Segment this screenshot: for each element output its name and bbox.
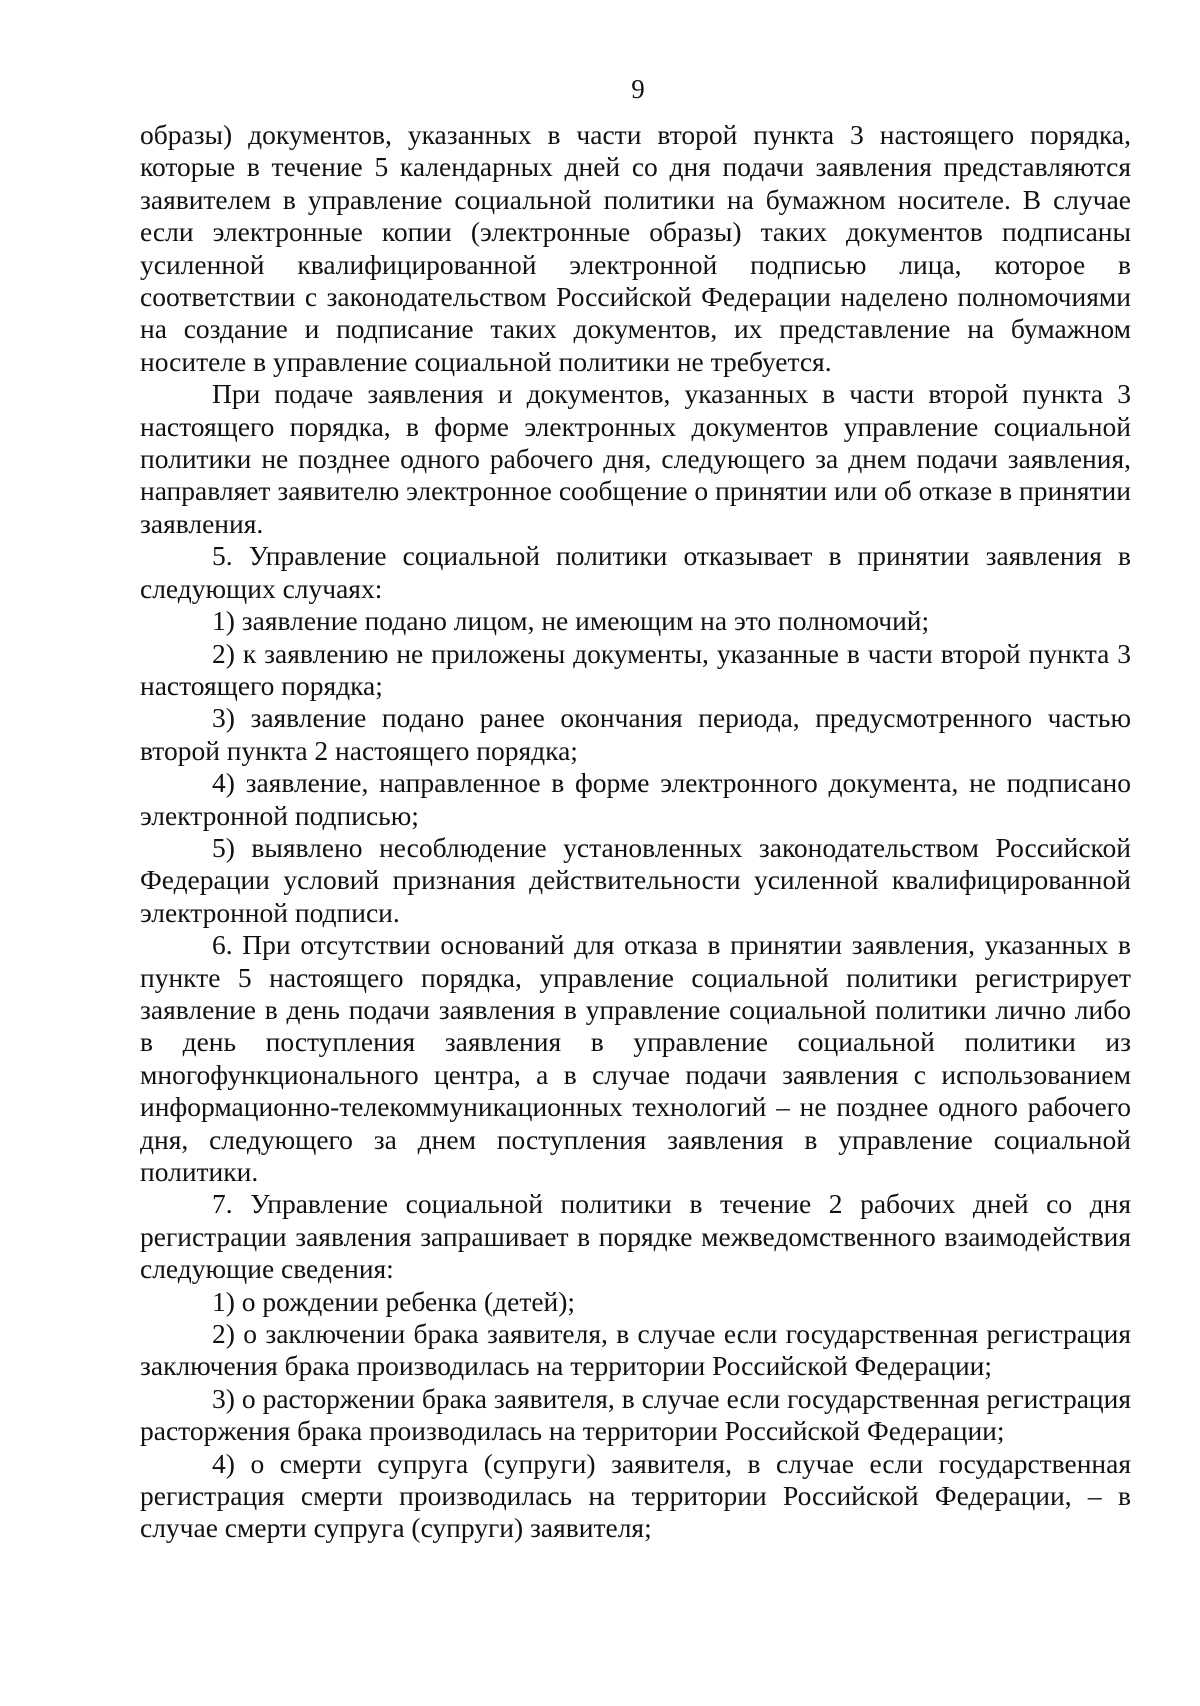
paragraph: При подаче заявления и документов, указанных в части второй пункта 3 настоящего порядка, в форме электронных документов управление социальной политики не позднее одного рабочего дня, следующего за днем подачи заявления, направляет заявителю электронное сообщение о принятии или об отказе в принятии заявления. [140,378,1131,539]
page-number: 9 [631,74,645,104]
list-item: 4) о смерти супруга (супруги) заявителя, в случае если государственная регистрация смерти производилась на территории Российской Федерации, – в случае смерти супруга (супруги) заявителя; [140,1447,1131,1544]
list-item: 4) заявление, направленное в форме электронного документа, не подписано электронной подписью; [140,767,1131,831]
list-item: 2) к заявлению не приложены документы, указанные в части второй пункта 3 настоящего порядка; [140,637,1131,701]
list-item: 3) заявление подано ранее окончания периода, предусмотренного частью второй пункта 2 настоящего порядка; [140,702,1131,766]
paragraph: образы) документов, указанных в части второй пункта 3 настоящего порядка, которые в течение 5 календарных дней со дня подачи заявления представляются заявителем в управление социальной политики на бумажном носителе. В случае если электронные копии (электронные образы) таких документов подписаны усиленной квалифицированной электронной подписью лица, которое в соответствии с законодательством Российской Федерации наделено полномочиями на создание и подписание таких документов, их представление на бумажном носителе в управление социальной политики не требуется. [140,119,1131,377]
document-body [140,119,1131,1545]
paragraph: 5. Управление социальной политики отказывает в принятии заявления в следующих случаях: [140,540,1131,604]
list-item: 3) о расторжении брака заявителя, в случае если государственная регистрация расторжения брака производилась на территории Российской Федерации; [140,1382,1131,1447]
paragraph: 7. Управление социальной политики в течение 2 рабочих дней со дня регистрации заявления запрашивает в порядке межведомственного взаимодействия следующие сведения: [140,1188,1131,1285]
list-item: 1) заявление подано лицом, не имеющим на это полномочий; [212,605,930,637]
list-item: 1) о рождении ребенка (детей); [212,1285,576,1317]
list-item: 5) выявлено несоблюдение установленных законодательством Российской Федерации условий признания действительности усиленной квалифицированной электронной подписи. [140,831,1131,928]
paragraph: 6. При отсутствии оснований для отказа в принятии заявления, указанных в пункте 5 настоящего порядка, управление социальной политики регистрирует заявление в день подачи заявления в управление социальной политики лично либо в день поступления заявления в управление социальной политики из многофункционального центра, а в случае подачи заявления с использованием информационно-телекоммуникационных технологий – не позднее одного рабочего дня, следующего за днем поступления заявления в управление социальной политики. [140,929,1131,1187]
list-item: 2) о заключении брака заявителя, в случае если государственная регистрация заключения брака производилась на территории Российской Федерации; [140,1318,1131,1382]
